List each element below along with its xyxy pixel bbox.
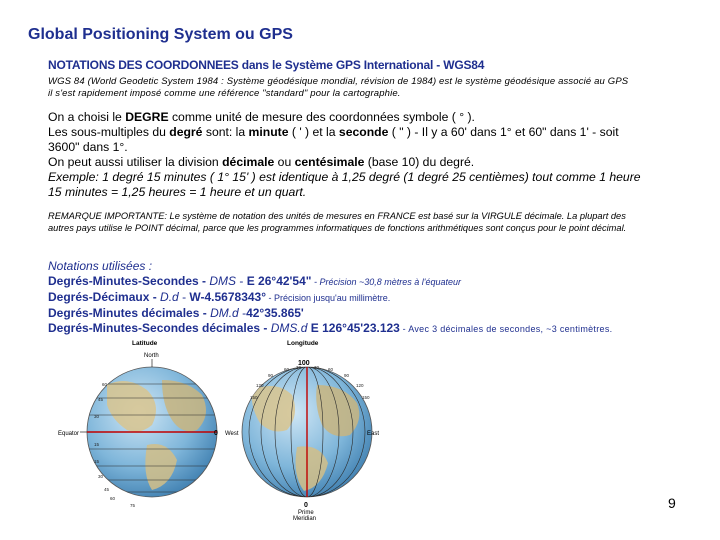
wgs-description-line2: il s'est rapidement imposé comme une référence "standard" pour la cartographie.	[48, 88, 401, 99]
longitude-zero-label: 0	[304, 502, 308, 509]
longitude-tick-7: 90	[344, 373, 350, 378]
notation-dmsd: Degrés-Minutes-Secondes décimales - DMS.d E 126°45'23.123 - Avec 3 décimales de secondes, ~3 centimètres.	[48, 321, 613, 335]
longitude-title: Longitude	[287, 340, 319, 347]
section-heading: NOTATIONS DES COORDONNEES dans le Système GPS International - WGS84	[48, 58, 485, 72]
longitude-tick-3: 60	[284, 367, 290, 372]
latitude-tick-3: 15	[94, 442, 100, 447]
longitude-hundred-label: 100	[298, 360, 310, 367]
longitude-tick-0: 150	[250, 395, 258, 400]
degree-paragraph	[48, 110, 668, 200]
para-line-4: On peut aussi utiliser la division décimale ou centésimale (base 10) du degré.	[48, 155, 475, 169]
para-line-3: 3600" dans 1°.	[48, 140, 128, 154]
notations-list	[48, 259, 612, 337]
latitude-tick-2: 30	[94, 414, 100, 419]
latitude-tick-8: 75	[130, 503, 136, 508]
latitude-globe	[58, 353, 218, 508]
latitude-tick-7: 60	[110, 496, 116, 501]
longitude-tick-6: 60	[328, 367, 334, 372]
notation-dd: Degrés-Décimaux - D.d - W-4.5678343° - Précision jusqu'au millimètre.	[48, 290, 391, 304]
latitude-tick-6: 45	[104, 487, 110, 492]
longitude-tick-5: 30	[314, 365, 320, 370]
notation-dms: Degrés-Minutes-Secondes - DMS - E 26°42'54" - Précision ~30,8 mètres à l'équateur	[48, 274, 461, 288]
north-label: North	[144, 353, 159, 359]
latitude-title: Latitude	[132, 340, 158, 347]
meridian-label: Meridian	[293, 516, 317, 520]
para-line-2: Les sous-multiples du degré sont: la minute ( ' ) et la seconde ( " ) - Il y a 60' dans 1° et 60" dans 1' - soit	[48, 125, 619, 139]
page-number: 9	[668, 495, 676, 511]
longitude-tick-2: 90	[268, 373, 274, 378]
page-title: Global Positioning System ou GPS	[28, 26, 293, 43]
latitude-tick-1: 45	[98, 397, 104, 402]
west-label: West	[225, 431, 239, 437]
east-label: East	[367, 431, 380, 437]
longitude-globe	[225, 360, 379, 520]
latitude-longitude-diagram	[52, 335, 392, 520]
equator-label: Equator	[58, 431, 80, 437]
important-remark: REMARQUE IMPORTANTE: Le système de notation des unités de mesures en FRANCE est basé sur la VIRGULE décimale. La plupart des autres pays utilise le POINT décimal, parce que les programmes informatiques de fonctions arithmétiques sont conçus pour le point décimal.	[48, 211, 627, 233]
prime-label: Prime	[298, 510, 314, 516]
longitude-tick-1: 120	[256, 383, 264, 388]
notations-heading: Notations utilisées :	[48, 259, 153, 273]
para-line-1: On a choisi le DEGRE comme unité de mesure des coordonnées symbole ( ° ).	[48, 110, 475, 124]
longitude-tick-4: 30	[296, 365, 302, 370]
latitude-tick-5: 30	[98, 474, 104, 479]
latitude-tick-0: 60	[102, 382, 108, 387]
longitude-tick-8: 120	[356, 383, 364, 388]
para-example-line-2: 15 minutes = 1,25 heures = 1 heure et un quart.	[48, 185, 307, 199]
wgs-description-line1: WGS 84 (World Geodetic System 1984 : Système géodésique mondial, révision de 1984) est le système géodésique associé au GPS	[48, 76, 629, 87]
latitude-zero-label: 0	[214, 430, 218, 437]
notation-dmd: Degrés-Minutes décimales - DM.d -42°35.865'	[48, 306, 304, 320]
latitude-tick-4: 15	[94, 459, 100, 464]
longitude-tick-9: 150	[362, 395, 370, 400]
para-example-line-1: Exemple: 1 degré 15 minutes ( 1° 15' ) est identique à 1,25 degré (1 degré 25 centièmes) tout comme 1 heure	[48, 170, 641, 184]
